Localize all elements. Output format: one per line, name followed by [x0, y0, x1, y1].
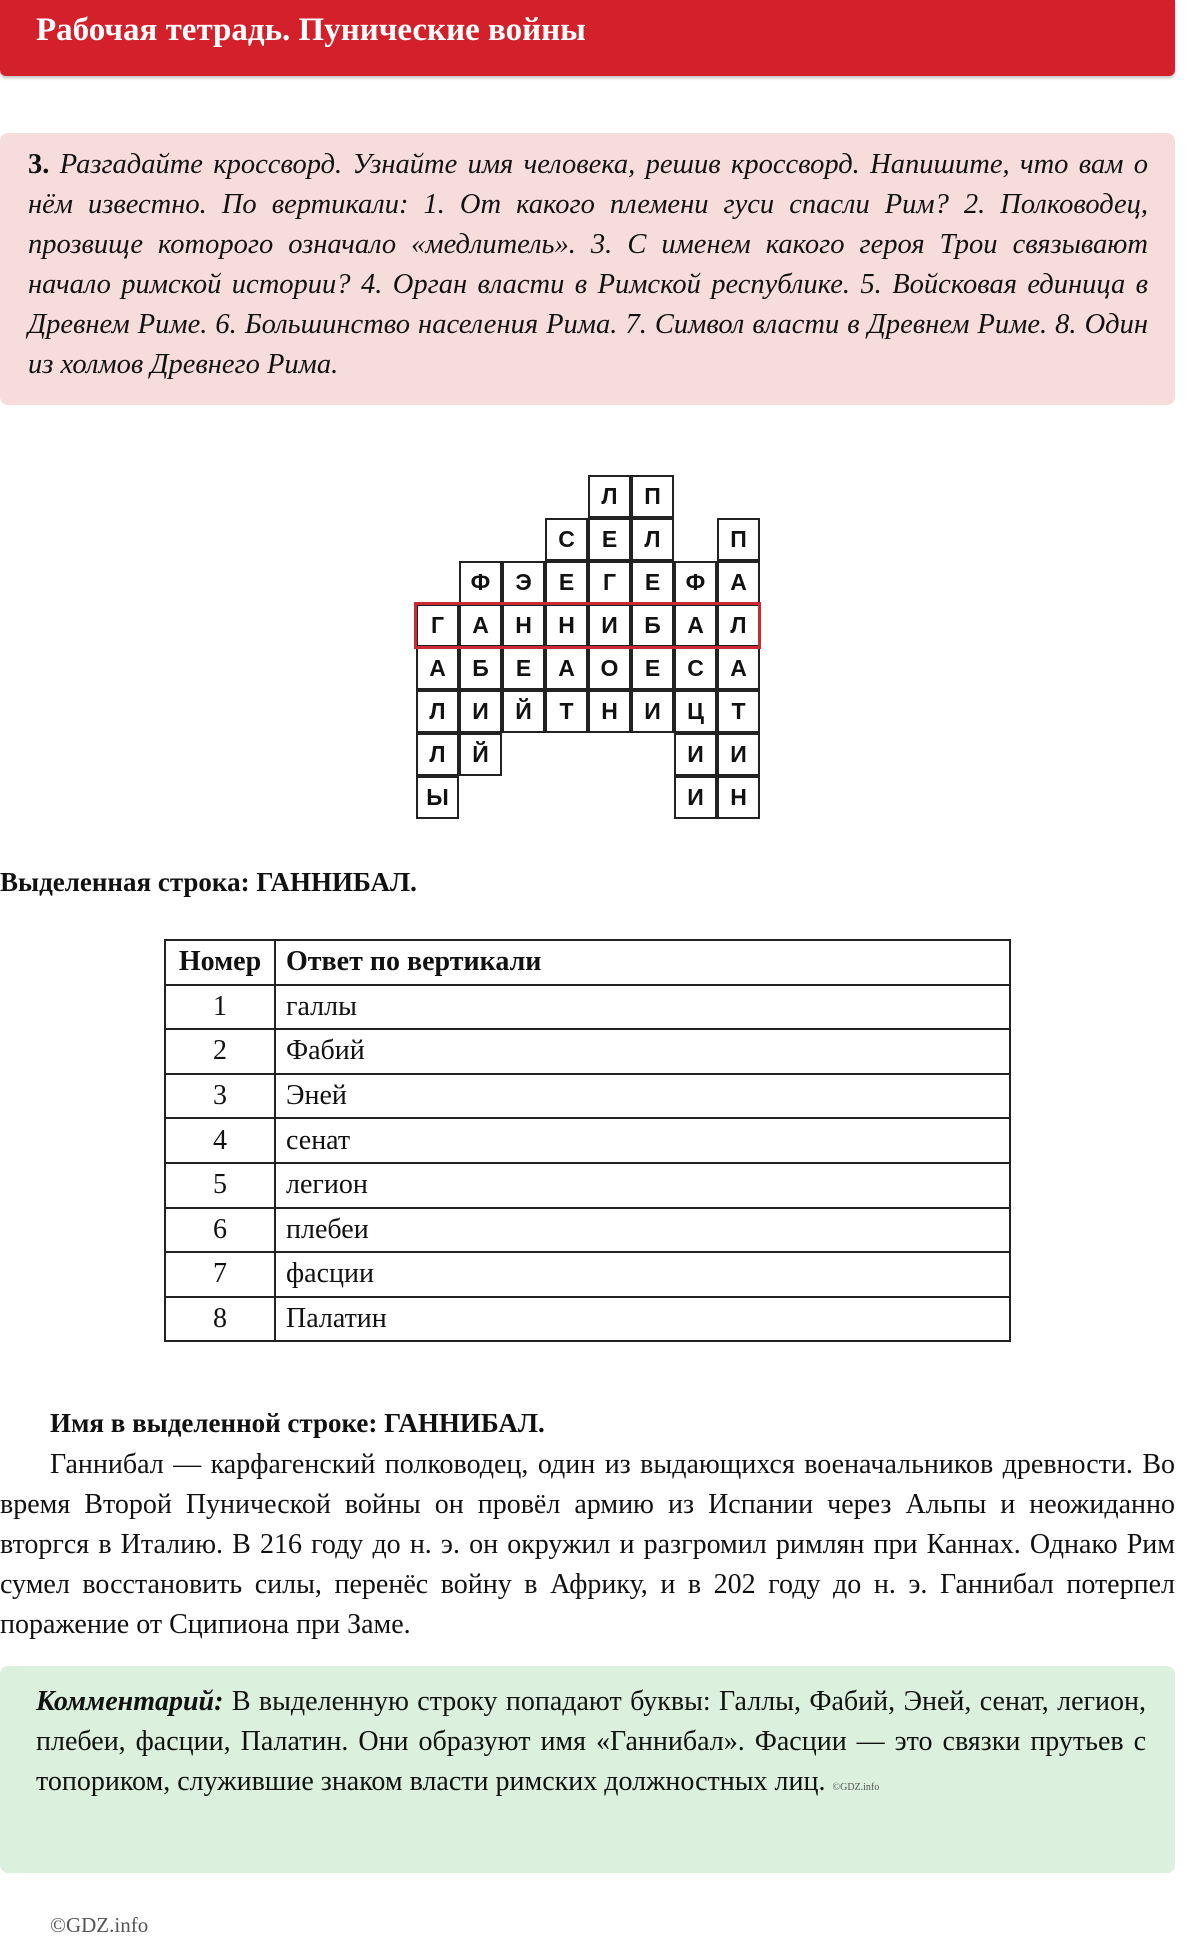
crossword-cell: Н	[545, 604, 588, 647]
crossword-cell: С	[674, 647, 717, 690]
crossword-cell: П	[631, 475, 674, 518]
crossword-cell: Н	[717, 776, 760, 819]
page-title: Рабочая тетрадь. Пунические войны	[36, 12, 586, 48]
table-cell-number: 3	[165, 1074, 275, 1119]
crossword-cell: Т	[545, 690, 588, 733]
biography-text: Ганнибал — карфагенский полководец, один из выдающихся военачальников древности. Во время Второй Пунической войны он провёл армию из Испании через Альпы и неожиданно вторгся в Италию. В 216 году до н. э. он окружил и разгромил римлян при Каннах. Однако Рим сумел восстановить силы, перенёс войну в Африку, и в 202 году до н. э. Ганнибал потерпел поражение от Сципиона при Заме.	[0, 1449, 1175, 1640]
table-cell-answer: галлы	[275, 985, 1010, 1030]
crossword-cell: Ы	[416, 776, 459, 819]
table-row	[165, 1208, 1010, 1253]
footer-copyright: ©GDZ.info	[50, 1913, 149, 1937]
table-cell-answer: легион	[275, 1163, 1010, 1208]
crossword-cell: А	[416, 647, 459, 690]
crossword-cell: Ц	[674, 690, 717, 733]
table-header-answer: Ответ по вертикали	[275, 940, 1010, 985]
table-cell-answer: Палатин	[275, 1297, 1010, 1342]
table-row	[165, 1297, 1010, 1342]
table-row	[165, 1074, 1010, 1119]
crossword-cell: Ф	[459, 561, 502, 604]
table-row	[165, 985, 1010, 1030]
table-cell-number: 7	[165, 1252, 275, 1297]
crossword-cell: Л	[588, 475, 631, 518]
table-cell-answer: Фабий	[275, 1029, 1010, 1074]
crossword-cell: Т	[717, 690, 760, 733]
crossword-cell: Е	[588, 518, 631, 561]
crossword-cell: И	[631, 690, 674, 733]
table-header-number: Номер	[165, 940, 275, 985]
crossword-cell: С	[545, 518, 588, 561]
comment-watermark: ©GDZ.info	[832, 1782, 880, 1793]
name-label: Имя в выделенной строке: ГАННИБАЛ.	[50, 1408, 545, 1438]
crossword-cell: Ф	[674, 561, 717, 604]
crossword-cell: Е	[545, 561, 588, 604]
crossword-cell: А	[717, 647, 760, 690]
table-cell-number: 1	[165, 985, 275, 1030]
table-cell-number: 6	[165, 1208, 275, 1253]
task-text	[28, 145, 1148, 385]
table-row	[165, 1252, 1010, 1297]
table-header-row	[165, 940, 1010, 985]
crossword-cell: Г	[416, 604, 459, 647]
crossword-cell: Й	[502, 690, 545, 733]
crossword-cell: Э	[502, 561, 545, 604]
crossword-cell: Б	[631, 604, 674, 647]
crossword-cell: И	[674, 776, 717, 819]
crossword-cell: Л	[717, 604, 760, 647]
table-cell-number: 8	[165, 1297, 275, 1342]
crossword-cell: Н	[502, 604, 545, 647]
comment-body: В выделенную строку попадают буквы: Галлы, Фабий, Эней, сенат, легион, плебеи, фасции, Палатин. Они образуют имя «Ганнибал». Фасции — это связки прутьев с топориком, служившие знаком власти римских должностных лиц.	[36, 1686, 1147, 1797]
crossword-cell: А	[674, 604, 717, 647]
comment-text	[36, 1682, 1146, 1808]
crossword-cell: П	[717, 518, 760, 561]
table-cell-number: 5	[165, 1163, 275, 1208]
comment-label: Комментарий:	[36, 1686, 224, 1717]
highlight-label: Выделенная строка: ГАННИБАЛ.	[0, 867, 417, 897]
crossword-cell: И	[588, 604, 631, 647]
crossword-cell: А	[459, 604, 502, 647]
table-cell-number: 2	[165, 1029, 275, 1074]
crossword-cell: А	[545, 647, 588, 690]
crossword-cell: Г	[588, 561, 631, 604]
answers-table	[164, 939, 1011, 1342]
table-cell-number: 4	[165, 1118, 275, 1163]
task-number: 3.	[28, 149, 50, 180]
table-row	[165, 1029, 1010, 1074]
task-body: Разгадайте кроссворд. Узнайте имя человека, решив кроссворд. Напишите, что вам о нём известно. По вертикали: 1. От какого племени гуси спасли Рим? 2. Полководец, прозвище которого означало «медлитель». 3. С именем какого героя Трои связывают начало римской истории? 4. Орган власти в Римской республике. 5. Войсковая единица в Древнем Риме. 6. Большинство населения Рима. 7. Символ власти в Древнем Риме. 8. Один из холмов Древнего Рима.	[28, 149, 1149, 380]
crossword-cell: А	[717, 561, 760, 604]
crossword-cell: Л	[416, 690, 459, 733]
crossword-cell: И	[717, 733, 760, 776]
table-cell-answer: сенат	[275, 1118, 1010, 1163]
crossword-cell: И	[459, 690, 502, 733]
crossword-cell: Б	[459, 647, 502, 690]
crossword-cell: И	[674, 733, 717, 776]
table-cell-answer: Эней	[275, 1074, 1010, 1119]
crossword-cell: Е	[631, 561, 674, 604]
table-cell-answer: плебеи	[275, 1208, 1010, 1253]
crossword-cell: Е	[631, 647, 674, 690]
table-row	[165, 1163, 1010, 1208]
crossword-cell: Й	[459, 733, 502, 776]
table-row	[165, 1118, 1010, 1163]
crossword-cell: Е	[502, 647, 545, 690]
crossword-cell: Л	[416, 733, 459, 776]
header-bar	[0, 0, 1175, 76]
crossword-cell: О	[588, 647, 631, 690]
crossword-cell: Н	[588, 690, 631, 733]
table-cell-answer: фасции	[275, 1252, 1010, 1297]
crossword-cell: Л	[631, 518, 674, 561]
